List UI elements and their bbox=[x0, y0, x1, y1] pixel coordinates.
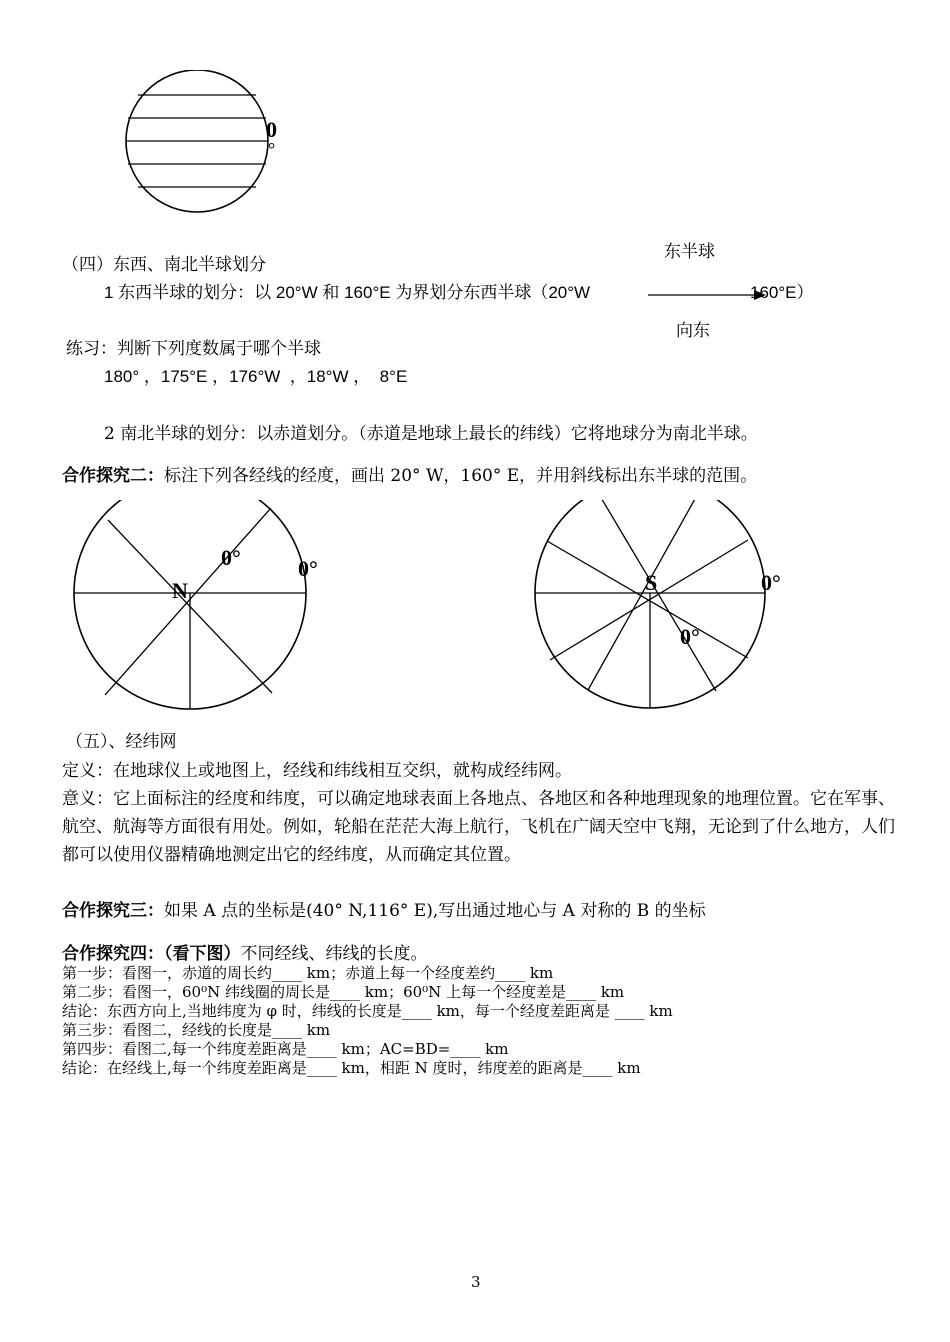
equator-zero-label: 0 bbox=[266, 117, 277, 142]
exercise-title: 练习：判断下列度数属于哪个半球 bbox=[66, 339, 321, 359]
south-pole-label: S bbox=[645, 570, 658, 595]
section5-heading: （五）、经纬网 bbox=[66, 732, 177, 752]
inquiry3-label: 合作探究三： bbox=[62, 901, 164, 921]
inquiry4-label-paren: （看下图） bbox=[164, 944, 241, 964]
inquiry4-step: 第三步：看图二，经线的长度是____ km bbox=[62, 1021, 331, 1039]
inquiry4-step: 第四步：看图二,每一个纬度差距离是____ km；AC=BD=____ km bbox=[62, 1040, 509, 1058]
meridian-line bbox=[105, 508, 271, 695]
page-number: 3 bbox=[471, 1273, 481, 1291]
section4-heading: （四）东西、南北半球划分 bbox=[62, 255, 266, 275]
inquiry4-text: 不同经线、纬线的长度。 bbox=[240, 944, 428, 964]
inquiry2-label: 合作探究二： bbox=[62, 466, 164, 486]
ew-hemisphere-rule-end: 160°E） bbox=[750, 283, 814, 302]
inquiry4-step: 结论：东西方向上,当地纬度为 φ 时，纬线的长度是____ km，每一个经度差距离是 ____ km bbox=[62, 1002, 673, 1020]
inquiry4-step: 结论：在经线上,每一个纬度差距离是____ km，相距 N 度时，纬度差的距离是____ km bbox=[62, 1059, 641, 1077]
ew-hemisphere-rule: 1 东西半球的划分：以 20°W 和 160°E 为界划分东西半球（20°W bbox=[104, 283, 591, 302]
inquiry2-text: 标注下列各经线的经度，画出 20° W，160° E，并用斜线标出东半球的范围。 bbox=[164, 466, 758, 486]
graticule-definition: 定义：在地球仪上或地图上，经线和纬线相互交织，就构成经纬网。 bbox=[62, 761, 572, 781]
inquiry4-step: 第一步：看图一，赤道的周长约____ km；赤道上每一个经度差约____ km bbox=[62, 964, 554, 982]
equator-degree-mark: ° bbox=[268, 139, 276, 159]
inquiry4-line bbox=[62, 943, 428, 965]
inquiry4-label: 合作探究四： bbox=[62, 944, 164, 964]
exercise-values: 180° ，175°E ，176°W ，18°W ， 8°E bbox=[104, 367, 408, 386]
north-pole-figure bbox=[60, 500, 320, 740]
inquiry2-line bbox=[62, 465, 757, 487]
inquiry4-step: 第二步：看图一，60⁰N 纬线圈的周长是____ km；60⁰N 上每一个经度差是____ km bbox=[62, 983, 625, 1001]
east-direction-label: 向东 bbox=[676, 321, 710, 341]
meridian-line bbox=[588, 500, 700, 690]
inquiry3-text: 如果 A 点的坐标是(40° N,116° E),写出通过地心与 A 对称的 B 的坐标 bbox=[164, 901, 706, 921]
south-zero-label-b: 0° bbox=[680, 624, 700, 649]
north-zero-label-a: 0° bbox=[221, 545, 241, 570]
ns-hemisphere-rule: 2 南北半球的划分：以赤道划分。（赤道是地球上最长的纬线）它将地球分为南北半球。 bbox=[104, 424, 758, 444]
north-zero-label-b: 0° bbox=[298, 556, 318, 581]
south-pole-figure bbox=[530, 500, 780, 750]
inquiry3-line bbox=[62, 900, 706, 922]
graticule-significance: 意义：它上面标注的经度和纬度，可以确定地球表面上各地点、各地区和各种地理现象的地理位置。它在军事、航空、航海等方面很有用处。例如，轮船在茫茫大海上航行，飞机在广阔天空中飞翔，无论到了什么地方，人们都可以使用仪器精确地测定出它的经纬度，从而确定其位置。 bbox=[62, 789, 895, 865]
meridian-line bbox=[550, 540, 748, 660]
south-zero-label-a: 0° bbox=[761, 570, 781, 595]
north-pole-label: N bbox=[172, 578, 188, 603]
inquiry4-step-list bbox=[62, 964, 673, 1078]
east-hemisphere-label: 东半球 bbox=[664, 242, 715, 262]
